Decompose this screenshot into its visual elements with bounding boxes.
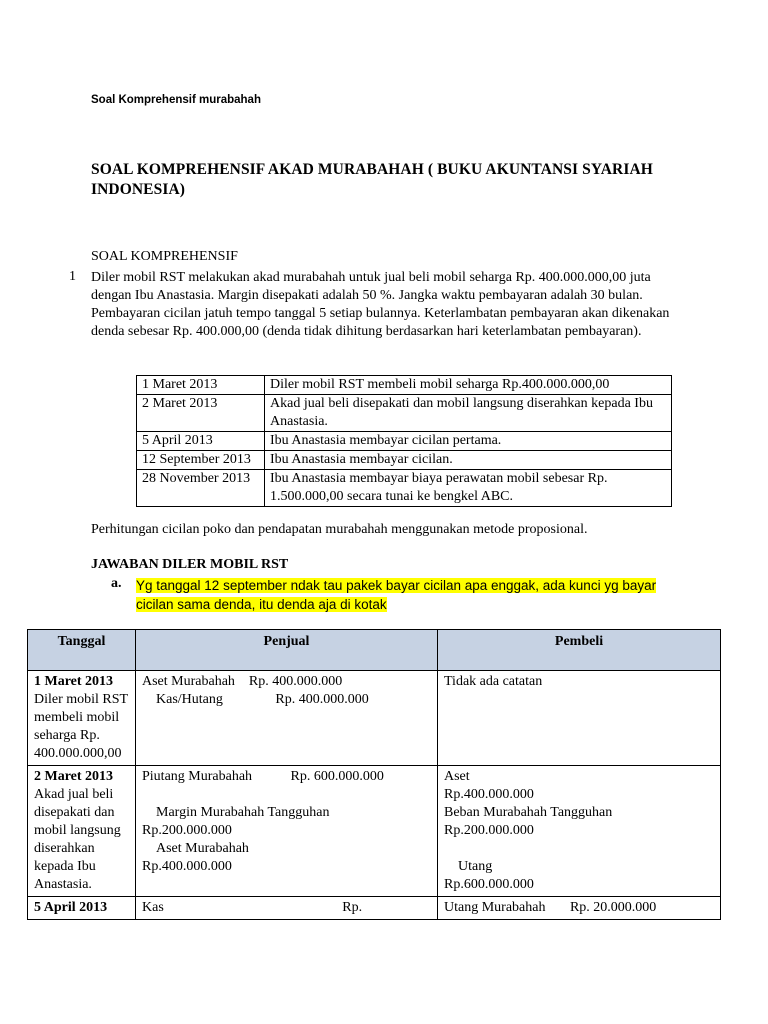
journal-line: Rp.400.000.000 [444,787,534,802]
journal-date-cell [28,671,136,766]
journal-line: Aset Murabahah [156,841,249,856]
journal-line: Utang [458,859,493,874]
journal-date: 1 Maret 2013 [34,674,114,689]
table-row [137,395,672,432]
journal-header-row [28,630,721,671]
header-pembeli: Pembeli [438,630,721,671]
table-row [28,671,721,766]
journal-gap [444,840,715,858]
question-number: 1 [69,269,76,284]
highlighted-note [136,576,676,614]
table-row [137,470,672,507]
journal-date: 5 April 2013 [34,900,108,915]
answer-heading: JAWABAN DILER MOBIL RST [91,557,289,572]
table-row [137,432,672,451]
event-desc: Ibu Anastasia membayar biaya perawatan mobil sebesar Rp. 1.500.000,00 secara tunai ke bengkel ABC. [265,470,672,507]
highlighted-note-text: Yg tanggal 12 september ndak tau pakek bayar cicilan apa enggak, ada kunci yg bayar cicilan sama denda, itu denda aja di kotak [136,578,657,612]
event-desc: Diler mobil RST membeli mobil seharga Rp.400.000.000,00 [265,376,672,395]
question-text: Diler mobil RST melakukan akad murabahah untuk jual beli mobil seharga Rp. 400.000.000,00 juta dengan Ibu Anastasia. Margin disepakati adalah 50 %. Jangka waktu pembayaran adalah 30 bulan. Pembayaran cicilan jatuh tempo tanggal 5 setiap bulannya. Keterlambatan pembayaran akan dikenakan denda sebesar Rp. 400.000,00 (denda tidak dihitung berdasarkan hari keterlambatan pembayaran). [91,270,670,339]
journal-line: Kas Rp. [142,900,363,915]
journal-line: Beban Murabahah Tangguhan [444,805,613,820]
journal-line: Tidak ada catatan [444,674,543,689]
journal-line: Margin Murabahah Tangguhan [156,805,330,820]
journal-line: Aset [444,769,470,784]
event-desc: Ibu Anastasia membayar cicilan pertama. [265,432,672,451]
event-desc: Ibu Anastasia membayar cicilan. [265,451,672,470]
journal-line: Rp.400.000.000 [142,859,232,874]
table-row [137,451,672,470]
journal-line: Kas/Hutang Rp. 400.000.000 [156,692,369,707]
section-label: SOAL KOMPREHENSIF [91,249,238,264]
journal-seller-cell [136,671,438,766]
event-desc: Akad jual beli disepakati dan mobil langsung diserahkan kepada Ibu Anastasia. [265,395,672,432]
table-row [137,376,672,395]
event-date: 1 Maret 2013 [137,376,265,395]
event-date: 12 September 2013 [137,451,265,470]
header-tanggal: Tanggal [28,630,136,671]
event-date: 5 April 2013 [137,432,265,451]
note-letter: a. [111,576,122,591]
header-penjual: Penjual [136,630,438,671]
journal-line: Utang Murabahah Rp. 20.000.000 [444,900,657,915]
journal-date-desc: Diler mobil RST membeli mobil seharga Rp. 400.000.000,00 [34,692,128,761]
journal-seller-cell [136,897,438,920]
table-row [28,897,721,920]
journal-buyer-cell [438,766,721,897]
journal-buyer-cell [438,897,721,920]
journal-gap [142,786,432,804]
journal-seller-cell [136,766,438,897]
journal-date-cell [28,897,136,920]
journal-line: Aset Murabahah Rp. 400.000.000 [142,674,343,689]
table-row [28,766,721,897]
document-title: SOAL KOMPREHENSIF AKAD MURABAHAH ( BUKU AKUNTANSI SYARIAH INDONESIA) [91,161,653,198]
journal-line: Rp.200.000.000 [142,823,232,838]
journal-date-desc: Akad jual beli disepakati dan mobil langsung diserahkan kepada Ibu Anastasia. [34,787,121,892]
method-note: Perhitungan cicilan poko dan pendapatan murabahah menggunakan metode proposional. [91,522,588,537]
journal-buyer-cell [438,671,721,766]
journal-date-cell [28,766,136,897]
journal-line: Rp.200.000.000 [444,823,534,838]
document-header: Soal Komprehensif murabahah [91,94,261,106]
events-table [136,375,672,507]
journal-table [27,629,721,920]
journal-line: Rp.600.000.000 [444,877,534,892]
event-date: 2 Maret 2013 [137,395,265,432]
journal-date: 2 Maret 2013 [34,769,114,784]
journal-line: Piutang Murabahah Rp. 600.000.000 [142,769,384,784]
event-date: 28 November 2013 [137,470,265,507]
